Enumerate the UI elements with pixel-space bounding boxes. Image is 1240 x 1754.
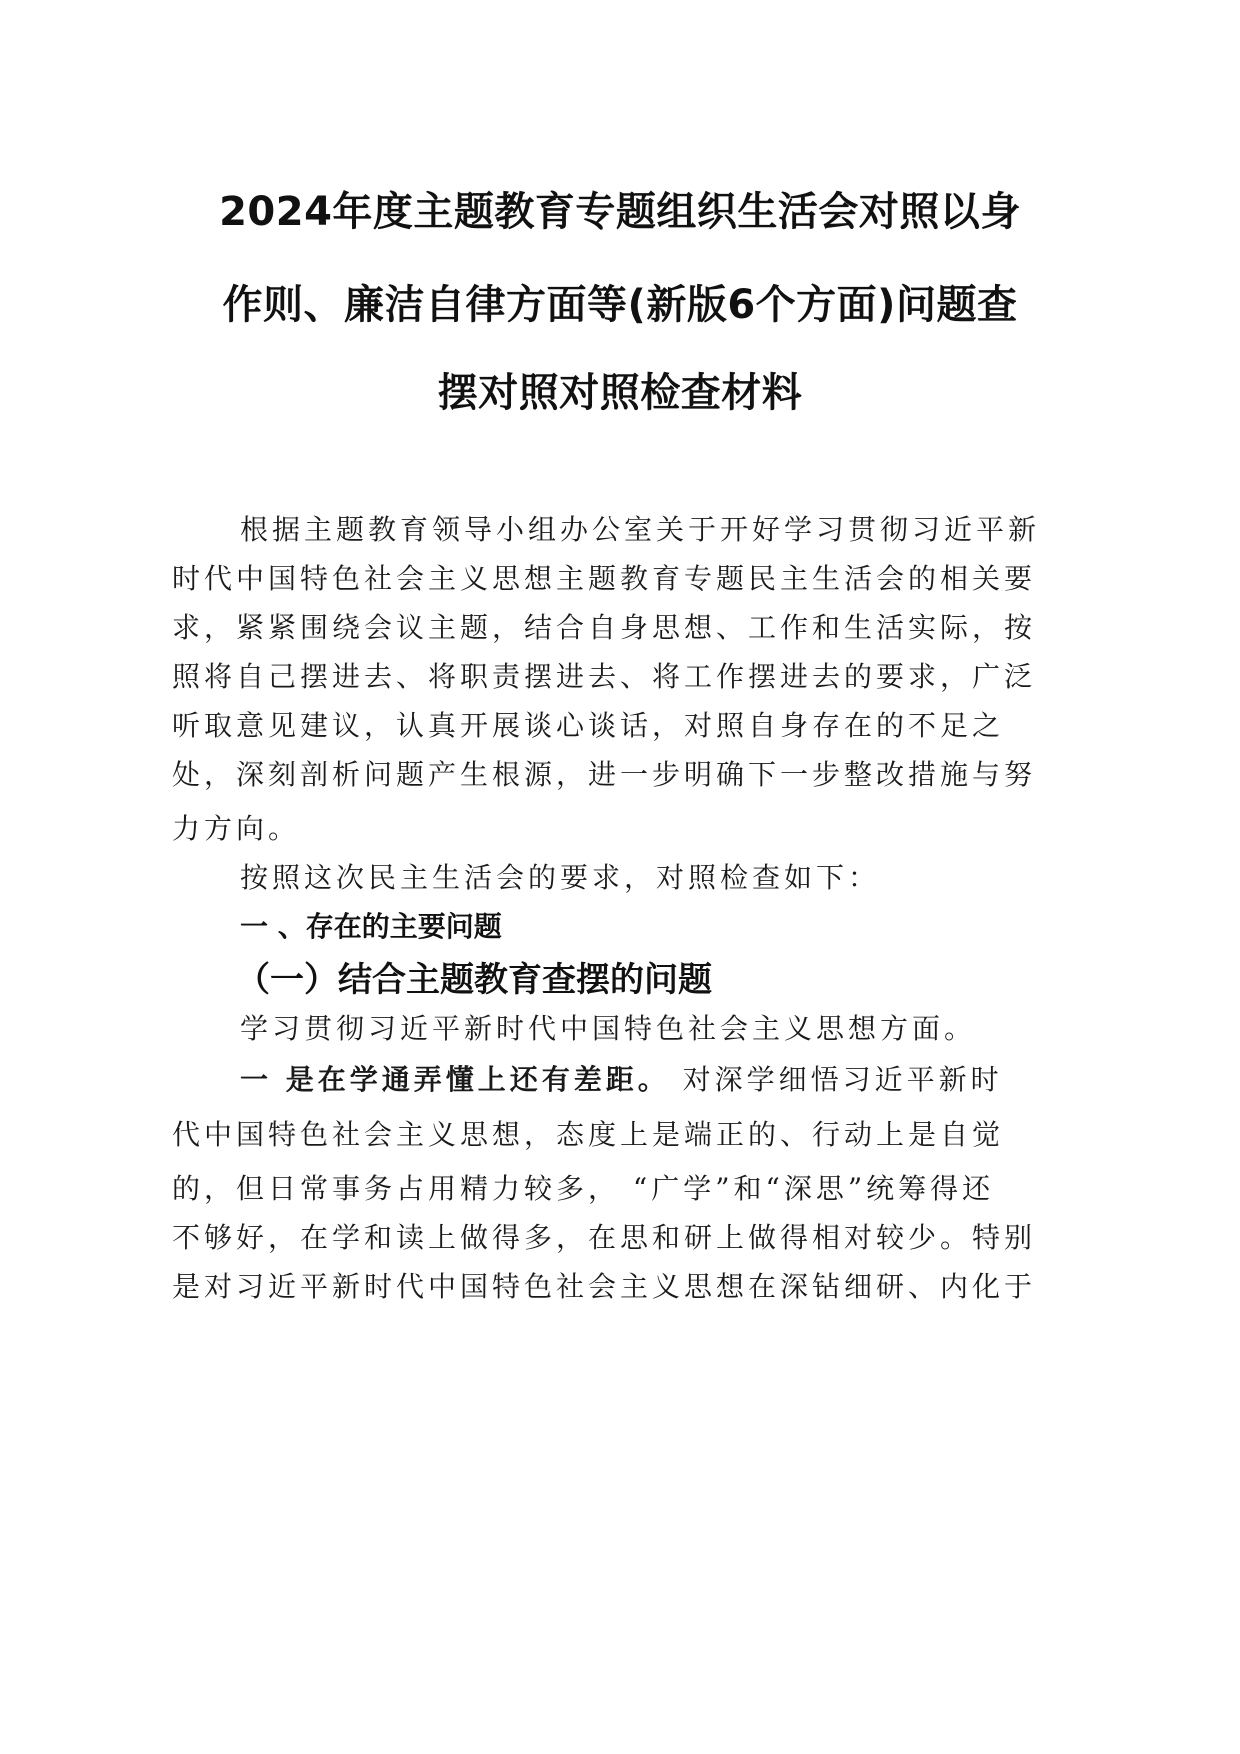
point1-first-line [240,1063,1003,1097]
title-line-3: 摆对照对照检查材料 [437,370,803,416]
intro-line-5: 听取意见建议，认真开展谈心谈话，对照自身存在的不足之 [172,709,1005,742]
point1-first-rest: 对深学细悟习近平新时 [669,1063,1003,1096]
point1-line-4: 不够好，在学和读上做得多，在思和研上做得相对较少。特别 [172,1221,1037,1254]
intro-line-6: 处，深刻剖析问题产生根源，进一步明确下一步整改措施与努 [172,758,1037,791]
check-statement: 按照这次民主生活会的要求，对照检查如下： [240,861,881,894]
point1-line-5: 是对习近平新时代中国特色社会主义思想在深钻细研、内化于 [172,1270,1037,1303]
point1-line-3: 的，但日常事务占用精力较多， “广学”和“深思”统筹得还 [172,1172,995,1205]
intro-line-2: 时代中国特色社会主义思想主题教育专题民主生活会的相关要 [172,562,1037,595]
intro-line-4: 照将自己摆进去、将职责摆进去、将工作摆进去的要求，广泛 [172,660,1037,693]
intro-line-3: 求，紧紧围绕会议主题，结合自身思想、工作和生活实际，按 [172,611,1037,644]
intro-line-1: 根据主题教育领导小组办公室关于开好学习贯彻习近平新 [240,513,1041,546]
point1-lead: 一 是在学通弄懂上还有差距。 [240,1063,670,1096]
aspect-line: 学习贯彻习近平新时代中国特色社会主义思想方面。 [240,1012,977,1045]
title-line-1: 2024年度主题教育专题组织生活会对照以身 [219,189,1021,235]
intro-line-7: 力方向。 [172,812,301,845]
point1-line-2: 代中国特色社会主义思想，态度上是端正的、行动上是自觉 [172,1118,1005,1151]
title-line-2: 作则、廉洁自律方面等(新版6个方面)问题查 [222,282,1018,328]
section-heading: 一 、存在的主要问题 [240,910,502,943]
subsection-heading: （一）结合主题教育查摆的问题 [236,960,712,1000]
